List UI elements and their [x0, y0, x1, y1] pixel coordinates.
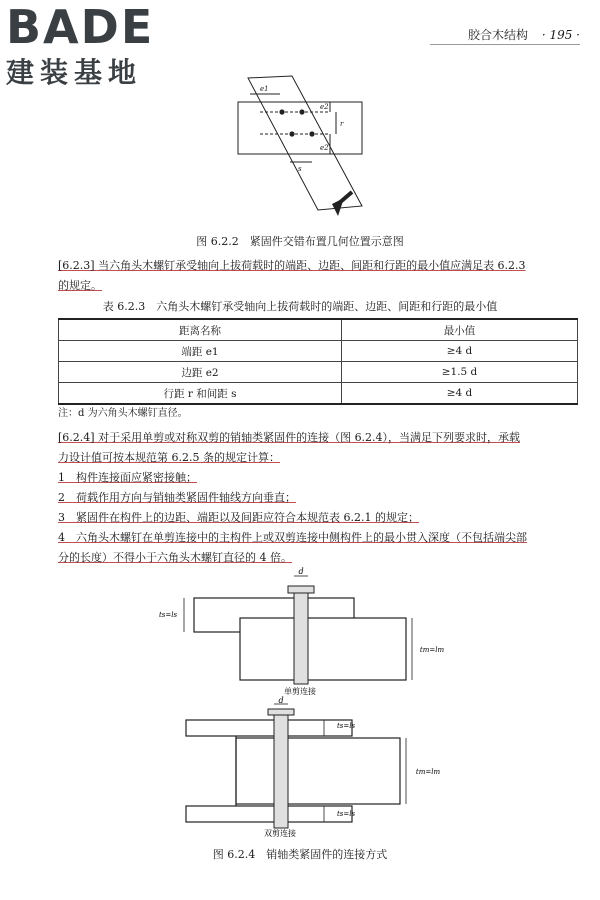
- figure-6-2-2: [220, 76, 370, 226]
- label-tm-lm: tm=lm: [415, 768, 441, 776]
- single-shear-label: 单剪连接: [284, 687, 316, 696]
- clause-line: [6.2.4] 对于采用单剪或对称双剪的销轴类紧固件的连接（图 6.2.4），当满足下列要求时，承载: [58, 431, 521, 444]
- clause-6-2-3-line1: [6.2.3] 当六角头木螺钉承受轴向上拔荷载时的端距、边距、间距和行距的最小值应满足表 6.2.3: [58, 259, 526, 272]
- label-ts-ls-bottom: ts=ls: [336, 810, 356, 818]
- fastener: [299, 109, 304, 114]
- clause-6-2-3: [58, 256, 578, 296]
- fastener: [289, 131, 294, 136]
- table-6-2-3-title: 表 6.2.3 六角头木螺钉承受轴向上拔荷载时的端距、边距、间距和行距的最小值: [102, 300, 498, 313]
- bolt-head: [288, 586, 314, 593]
- horizontal-member: [238, 102, 362, 154]
- figure-single-shear: [150, 567, 450, 702]
- fastener: [309, 131, 314, 136]
- table-cell-name: 行距 r 和间距 s: [59, 383, 342, 405]
- label-d: d: [278, 696, 284, 705]
- table-header-name: 距离名称: [59, 319, 342, 341]
- label-s: s: [298, 165, 302, 173]
- table-cell-name: 边距 e2: [59, 362, 342, 383]
- label-tm-lm: tm=lm: [419, 646, 445, 654]
- table-row: [59, 383, 578, 405]
- logo-mark: BADE: [6, 0, 155, 54]
- table-row: [59, 362, 578, 383]
- table-row: [59, 341, 578, 362]
- label-r: r: [340, 120, 344, 128]
- clause-6-2-3-line2: 的规定。: [58, 279, 102, 292]
- page-number: · 195 ·: [541, 28, 580, 42]
- table-header-value: 最小值: [342, 319, 578, 341]
- clause-6-2-4: [58, 428, 578, 568]
- figure-6-2-2-caption: 图 6.2.2 紧固件交错布置几何位置示意图: [196, 235, 404, 248]
- figure-6-2-4-caption: 图 6.2.4 销轴类紧固件的连接方式: [212, 848, 388, 861]
- figure-double-shear: [150, 696, 450, 838]
- label-ts-ls: ts=ls: [158, 611, 178, 619]
- clause-line: 3 紧固件在构件上的边距、端距以及间距应符合本规范表 6.2.1 的规定；: [58, 511, 419, 524]
- bolt-shank: [274, 714, 288, 828]
- label-e1: e1: [260, 85, 269, 93]
- table-cell-value: ≥4 d: [342, 383, 578, 405]
- table-cell-value: ≥4 d: [342, 341, 578, 362]
- label-e2-bottom: e2: [320, 144, 329, 152]
- side-member-top: [186, 720, 352, 736]
- load-arrow: [338, 192, 352, 204]
- double-shear-label: 双剪连接: [264, 829, 296, 838]
- clause-line: 分的长度）不得小于六角头木螺钉直径的 4 倍。: [58, 551, 292, 564]
- clause-line: 力设计值可按本规范第 6.2.5 条的规定计算：: [58, 451, 280, 464]
- inclined-member: [248, 76, 362, 210]
- clause-line: 1 构件连接面应紧密接触；: [58, 471, 197, 484]
- chapter-title: 胶合木结构: [467, 28, 528, 42]
- label-ts-ls-top: ts=ls: [336, 722, 356, 730]
- label-e2-top: e2: [320, 103, 329, 111]
- bolt-head: [268, 709, 294, 715]
- header-rule: [430, 44, 580, 45]
- clause-line: 2 荷载作用方向与销轴类紧固件轴线方向垂直；: [58, 491, 296, 504]
- clause-line: 4 六角头木螺钉在单剪连接中的主构件上或双剪连接中侧构件上的最小贯入深度（不包括端尖部: [58, 531, 527, 544]
- table-cell-value: ≥1.5 d: [342, 362, 578, 383]
- label-d: d: [298, 567, 304, 576]
- table-6-2-3: [58, 318, 578, 405]
- fastener: [279, 109, 284, 114]
- bolt-shank: [294, 592, 308, 684]
- logo-subtitle: 建装基地: [6, 56, 143, 89]
- table-cell-name: 端距 e1: [59, 341, 342, 362]
- running-head: [468, 26, 580, 43]
- side-member-bottom: [186, 806, 352, 822]
- main-member: [240, 618, 406, 680]
- main-member: [236, 738, 400, 804]
- table-note: 注：d 为六角头木螺钉直径。: [58, 408, 188, 419]
- brand-logo: [6, 0, 186, 90]
